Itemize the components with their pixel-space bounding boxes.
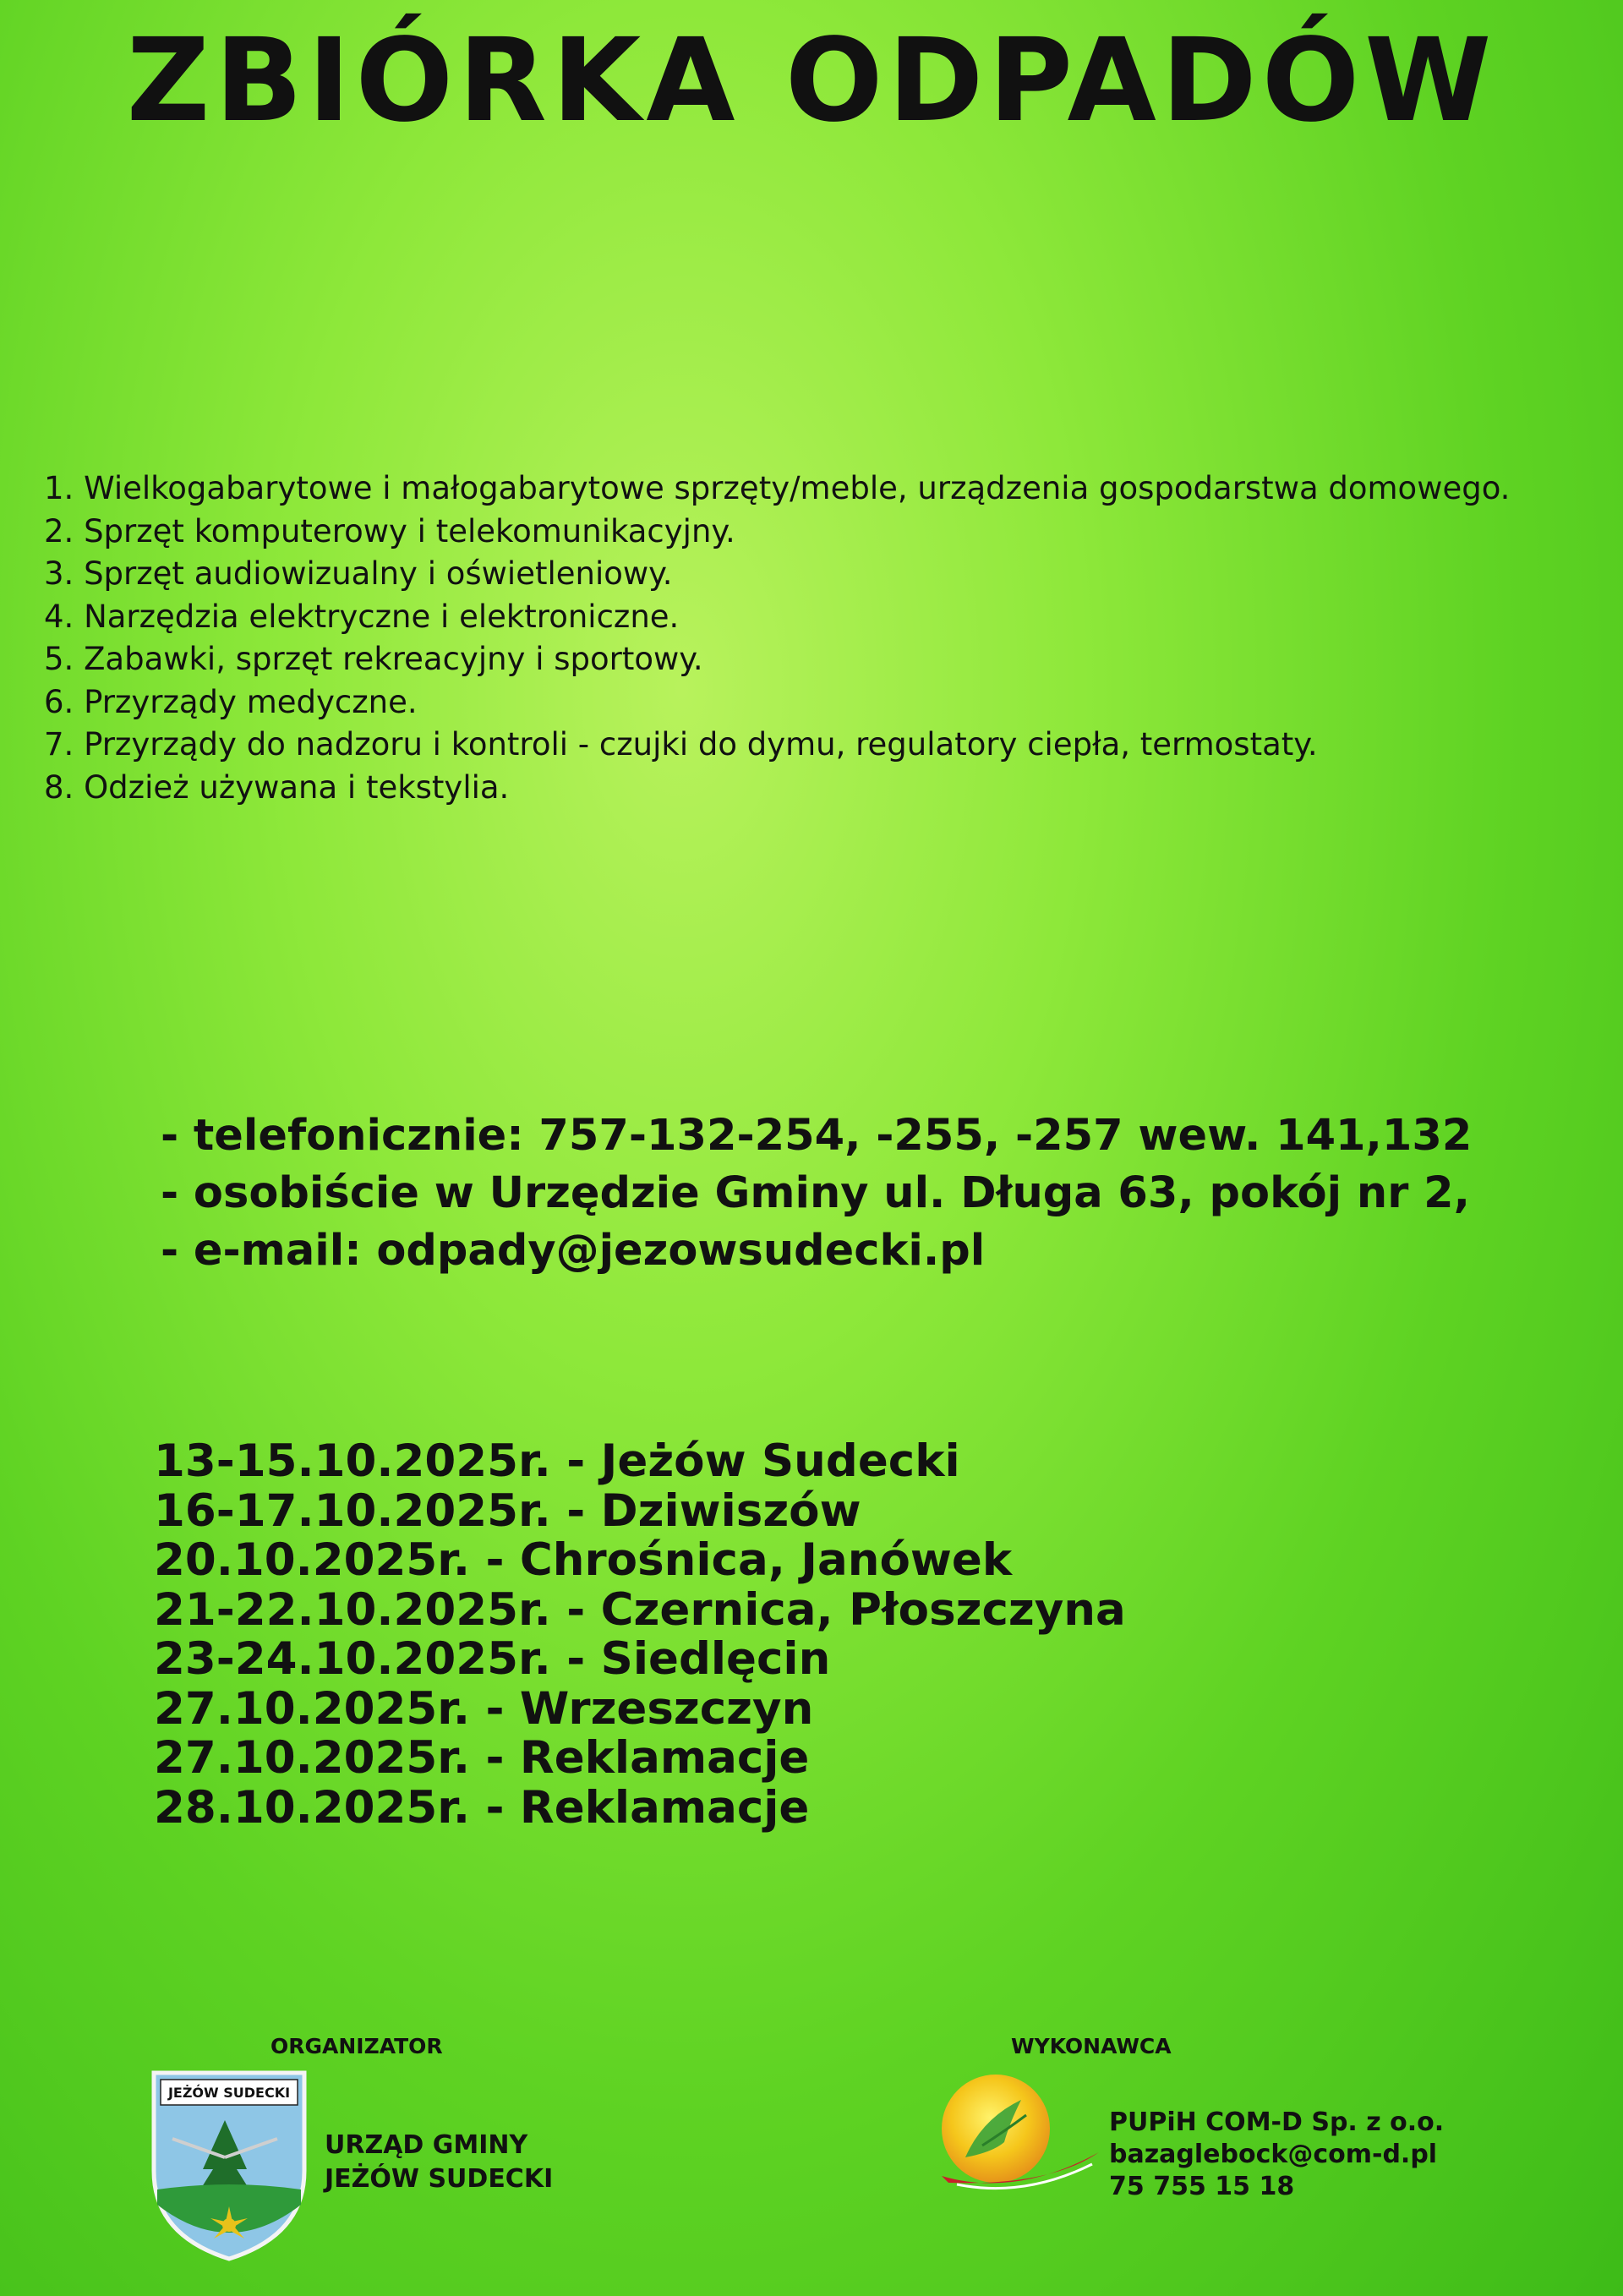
info-line — [0, 1968, 1623, 1993]
organizer-name — [325, 2129, 553, 2196]
list-item: 3. Sprzęt audiowizualny i oświetleniowy. — [44, 555, 673, 592]
contractor-name: PUPiH COM-D Sp. z o.o. — [1109, 2107, 1445, 2137]
schedule-item: 27.10.2025r. - Wrzeszczyn — [154, 1682, 814, 1735]
announcement-line-1 — [0, 320, 1623, 380]
contact-in-person: - osobiście w Urzędzie Gminy ul. Długa 63, pokój nr 2, — [161, 1168, 1470, 1218]
schedule-item: 21-22.10.2025r. - Czernica, Płoszczyna — [154, 1583, 1126, 1636]
info-line — [0, 1943, 1623, 1968]
info-line — [0, 1867, 1623, 1892]
organizer-name-line-1: URZĄD GMINY — [325, 2130, 528, 2160]
contractor-label: WYKONAWCA — [1011, 2034, 1172, 2058]
list-item: 2. Sprzęt komputerowy i telekomunikacyjny. — [44, 512, 735, 549]
contractor-details — [1109, 2107, 1444, 2203]
organizer-name-line-2: JEŻÓW SUDECKI — [325, 2164, 554, 2194]
subtitle-line-1 — [0, 193, 1623, 243]
set-out-instructions — [0, 1322, 1623, 1430]
collection-announcement — [0, 320, 1623, 441]
organizer-label: ORGANIZATOR — [270, 2034, 443, 2058]
contractor-email: bazaglebock@com-d.pl — [1109, 2140, 1438, 2169]
schedule-item: 16-17.10.2025r. - Dziwiszów — [154, 1484, 861, 1537]
list-item: 1. Wielkogabarytowe i małogabarytowe sprzęty/meble, urządzenia gospodarstwa domowego. — [44, 470, 1511, 506]
jezow-sudecki-crest-icon — [149, 2069, 309, 2262]
contact-phone: - telefonicznie: 757-132-254, -255, -257 wew. 141,132 — [161, 1111, 1473, 1161]
collection-schedule — [154, 1437, 1126, 1833]
list-item: 8. Odzież używana i tekstylia. — [44, 768, 510, 806]
schedule-item: 27.10.2025r. - Reklamacje — [154, 1732, 810, 1784]
schedule-item: 23-24.10.2025r. - Siedlęcin — [154, 1633, 831, 1685]
list-item: 6. Przyrządy medyczne. — [44, 683, 418, 720]
set-out-line-1 — [0, 1322, 1623, 1376]
set-out-line-2 — [0, 1376, 1623, 1430]
com-d-leaf-logo-icon — [932, 2071, 1101, 2198]
schedule-item: 20.10.2025r. - Chrośnica, Janówek — [154, 1534, 1013, 1586]
list-item: 5. Zabawki, sprzęt rekreacyjny i sportowy. — [44, 641, 703, 677]
subtitle-line-2 — [0, 243, 1623, 294]
pszok-info — [0, 1867, 1623, 1993]
crest-text: JEŻÓW SUDECKI — [167, 2085, 291, 2101]
info-line — [0, 1917, 1623, 1943]
announcement-line-2 — [0, 380, 1623, 441]
contact-methods — [161, 1107, 1472, 1280]
schedule-item: 28.10.2025r. - Reklamacje — [154, 1781, 810, 1834]
schedule-item: 13-15.10.2025r. - Jeżów Sudecki — [154, 1435, 960, 1487]
list-item: 7. Przyrządy do nadzoru i kontroli - czujki do dymu, regulatory ciepła, termostaty. — [44, 726, 1318, 763]
poster-title: ZBIÓRKA ODPADÓW — [126, 14, 1497, 148]
waste-items-list — [44, 467, 1510, 809]
poster-subtitle — [0, 193, 1623, 294]
info-line — [0, 1892, 1623, 1917]
list-item: 4. Narzędzia elektryczne i elektroniczne. — [44, 598, 680, 635]
contractor-phone: 75 755 15 18 — [1109, 2172, 1295, 2201]
contact-email: - e-mail: odpady@jezowsudecki.pl — [161, 1226, 986, 1276]
